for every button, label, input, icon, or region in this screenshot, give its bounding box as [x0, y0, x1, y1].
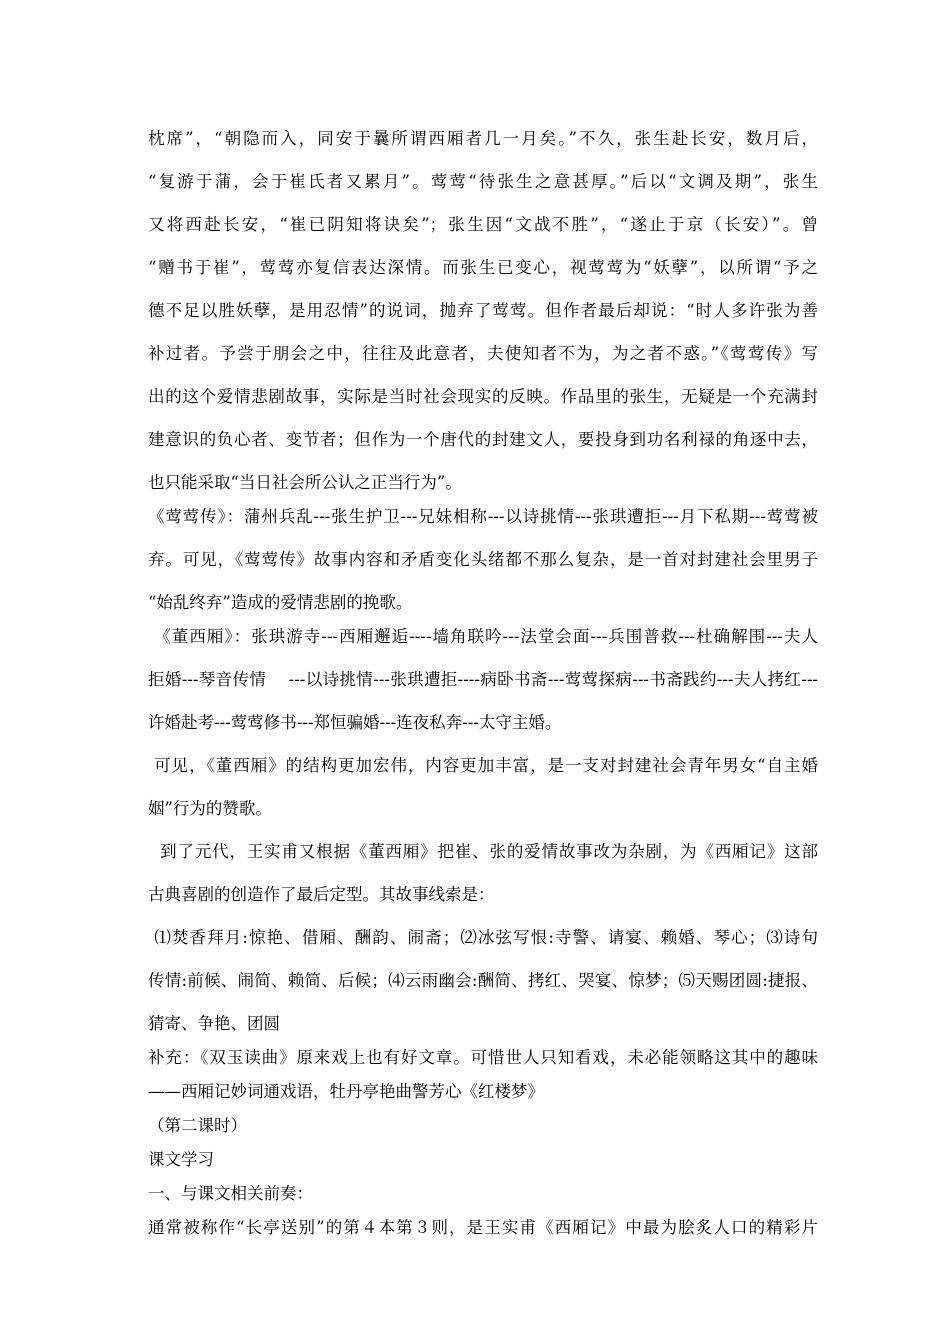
text-line-13: 《董西厢》：张珙游寺---西厢邂逅----墙角联吟---法堂会面---兵围普救---杜确解围---夫人	[148, 627, 818, 646]
text-line-21: 传情:前候、闹简、赖简、后候；⑷云雨幽会:酬简、拷红、哭宴、惊梦；⑸天赐团圆:捷报、	[148, 971, 818, 990]
text-line-28: 通常被称作“长亭送别”的第４本第３则，是王实甫《西厢记》中最为脍炙人口的精彩片	[148, 1218, 818, 1237]
text-line-4: “赠书于崔”，莺莺亦复信表达深情。而张生已变心，视莺莺为“妖孽”，以所谓“予之	[148, 258, 818, 277]
text-line-3: 又将西赴长安，“崔已阴知将诀矣”；张生因“文战不胜”，“遂止于京（长安）”。曾	[148, 215, 818, 234]
text-line-18: 到了元代，王实甫又根据《董西厢》把崔、张的爱情故事改为杂剧，为《西厢记》这部	[148, 842, 818, 861]
text-line-27: 一、与课文相关前奏：	[148, 1184, 313, 1203]
text-line-16: 可见，《董西厢》的结构更加宏伟，内容更加丰富，是一支对封建社会青年男女“自主婚	[148, 756, 818, 775]
text-line-20: ⑴焚香拜月:惊艳、借厢、酬韵、闹斋；⑵冰弦写恨:寺警、请宴、赖婚、琴心；⑶诗句	[148, 928, 818, 947]
text-line-22: 猜寄、争艳、团圆	[148, 1014, 280, 1033]
text-line-5: 德不足以胜妖孽，是用忍情”的说词，抛弃了莺莺。但作者最后却说：“时人多许张为善	[148, 301, 818, 320]
text-line-23: 补充：《双玉读曲》原来戏上也有好文章。可惜世人只知看戏，未必能领略这其中的趣味	[148, 1048, 818, 1067]
text-line-19: 古典喜剧的创造作了最后定型。其故事线索是：	[148, 885, 495, 904]
text-line-10: 《莺莺传》：蒲州兵乱---张生护卫---兄妹相称---以诗挑情---张珙遭拒---月下私期---莺莺被	[148, 507, 818, 526]
text-line-1: 枕席”，“朝隐而入，同安于曩所谓西厢者几一月矣。”不久，张生赴长安，数月后，	[148, 129, 818, 148]
text-line-15: 许婚赴考---莺莺修书---郑恒骗婚---连夜私奔---太守主婚。	[148, 713, 562, 732]
text-line-7: 出的这个爱情悲剧故事，实际是当时社会现实的反映。作品里的张生，无疑是一个充满封	[148, 387, 818, 406]
text-line-14: 拒婚---琴音传情 ---以诗挑情---张珙遭拒----病卧书斋---莺莺探病---书斋践约---夫人拷红---	[148, 670, 818, 689]
text-line-11: 弃。可见，《莺莺传》故事内容和矛盾变化头绪都不那么复杂，是一首对封建社会里男子	[148, 550, 818, 569]
text-line-25: （第二课时）	[148, 1116, 247, 1135]
text-line-9: 也只能采取“当日社会所公认之正当行为”。	[148, 473, 462, 492]
text-line-2: “复游于蒲，会于崔氏者又累月”。莺莺“待张生之意甚厚。”后以“文调及期”，张生	[148, 172, 818, 191]
text-line-26: 课文学习	[148, 1150, 214, 1169]
text-line-6: 补过者。予尝于朋会之中，往往及此意者，夫使知者不为，为之者不惑。”《莺莺传》写	[148, 344, 818, 363]
text-line-17: 姻”行为的赞歌。	[148, 799, 272, 818]
text-line-8: 建意识的负心者、变节者；但作为一个唐代的封建文人，要投身到功名利禄的角逐中去，	[148, 430, 818, 449]
text-line-12: “始乱终弃”造成的爱情悲剧的挽歌。	[148, 593, 413, 612]
text-line-24: ——西厢记妙词通戏语，牡丹亭艳曲警芳心《红楼梦》	[148, 1082, 544, 1101]
